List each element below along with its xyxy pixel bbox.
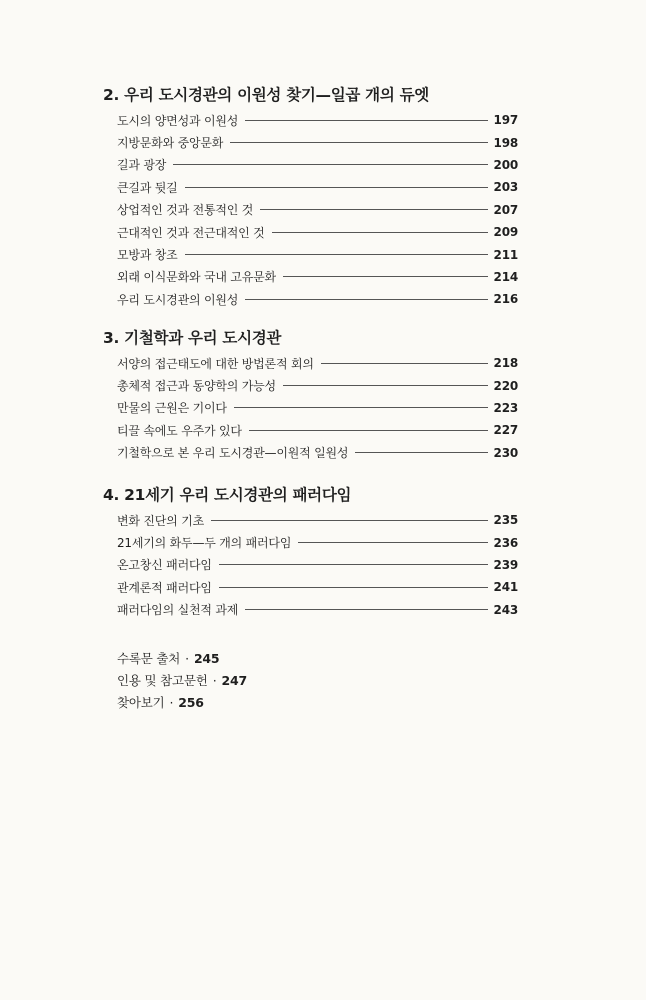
leader-line <box>234 407 488 408</box>
entry-page-number: 223 <box>493 400 518 415</box>
appendix-label: 수록문 출처 <box>117 651 181 666</box>
entry-page-number: 198 <box>493 135 518 150</box>
appendix-item[interactable] <box>117 648 247 670</box>
toc-entry[interactable] <box>103 397 518 419</box>
appendix-item[interactable] <box>117 670 247 692</box>
leader-line <box>211 520 488 521</box>
entry-label: 모방과 창조 <box>117 248 178 263</box>
leader-line <box>245 609 487 610</box>
entry-page-number: 218 <box>493 356 518 371</box>
leader-line <box>185 254 488 255</box>
entry-page-number: 239 <box>493 557 518 572</box>
appendix-label: 인용 및 참고문헌 <box>117 673 208 688</box>
entry-label: 근대적인 것과 전근대적인 것 <box>117 225 265 240</box>
appendix-separator: · <box>169 695 174 710</box>
section-title: 3. 기철학과 우리 도시경관 <box>103 329 282 347</box>
appendix-page-number: 256 <box>178 695 204 710</box>
entry-page-number: 227 <box>493 423 518 438</box>
entry-label: 외래 이식문화와 국내 고유문화 <box>117 270 276 285</box>
leader-line <box>245 120 487 121</box>
leader-line <box>230 142 487 143</box>
entry-page-number: 214 <box>493 269 518 284</box>
toc-entry[interactable] <box>103 288 518 310</box>
toc-entry[interactable] <box>103 419 518 441</box>
toc-entry[interactable] <box>103 576 518 598</box>
entry-label: 변화 진단의 기초 <box>117 513 204 528</box>
entry-label: 큰길과 뒷길 <box>117 180 178 195</box>
entry-label: 지방문화와 중앙문화 <box>117 136 224 151</box>
entry-page-number: 209 <box>493 225 518 240</box>
appendix-separator: · <box>185 651 189 666</box>
leader-line <box>298 542 487 543</box>
entry-page-number: 216 <box>493 292 518 307</box>
toc-section-3 <box>103 327 518 464</box>
toc-entry[interactable] <box>103 131 518 153</box>
toc-entry[interactable] <box>103 154 518 176</box>
toc-entry[interactable] <box>103 199 518 221</box>
entry-label: 기철학으로 본 우리 도시경관—이원적 일원성 <box>117 446 349 461</box>
entry-label: 21세기의 화두—두 개의 패러다임 <box>117 536 292 551</box>
entry-label: 총체적 접근과 동양학의 가능성 <box>117 379 276 394</box>
leader-line <box>219 587 488 588</box>
leader-line <box>355 452 487 453</box>
entry-page-number: 207 <box>493 202 518 217</box>
entry-page-number: 241 <box>493 580 518 595</box>
section-title: 2. 우리 도시경관의 이원성 찾기—일곱 개의 듀엣 <box>103 86 429 104</box>
leader-line <box>321 363 488 364</box>
appendix-list <box>117 648 247 714</box>
entry-label: 만물의 근원은 기이다 <box>117 401 227 416</box>
toc-entry[interactable] <box>103 109 518 131</box>
toc-entry[interactable] <box>103 599 518 621</box>
appendix-page-number: 247 <box>221 673 247 688</box>
toc-entry[interactable] <box>103 352 518 374</box>
entry-page-number: 220 <box>493 378 518 393</box>
entry-page-number: 200 <box>493 157 518 172</box>
entry-label: 티끌 속에도 우주가 있다 <box>117 423 242 438</box>
leader-line <box>283 385 488 386</box>
leader-line <box>185 187 488 188</box>
entry-page-number: 236 <box>493 535 518 550</box>
leader-line <box>249 430 488 431</box>
toc-entry[interactable] <box>103 176 518 198</box>
appendix-label: 찾아보기 <box>117 695 165 710</box>
toc-entry[interactable] <box>103 442 518 464</box>
entry-page-number: 197 <box>493 113 518 128</box>
leader-line <box>245 299 487 300</box>
entry-label: 우리 도시경관의 이원성 <box>117 292 239 307</box>
entry-label: 상업적인 것과 전통적인 것 <box>117 203 254 218</box>
toc-entry[interactable] <box>103 243 518 265</box>
leader-line <box>260 209 487 210</box>
toc-section-2 <box>103 84 518 311</box>
appendix-item[interactable] <box>117 692 247 714</box>
entry-page-number: 235 <box>493 513 518 528</box>
toc-entry[interactable] <box>103 509 518 531</box>
entry-label: 관계론적 패러다임 <box>117 580 212 595</box>
toc-entry[interactable] <box>103 554 518 576</box>
toc-entry[interactable] <box>103 374 518 396</box>
entry-page-number: 230 <box>493 445 518 460</box>
toc-entry[interactable] <box>103 531 518 553</box>
toc-section-4 <box>103 484 518 621</box>
entry-label: 길과 광장 <box>117 158 167 173</box>
leader-line <box>219 564 488 565</box>
leader-line <box>272 232 488 233</box>
section-title: 4. 21세기 우리 도시경관의 패러다임 <box>103 486 352 504</box>
entry-label: 온고창신 패러다임 <box>117 558 212 573</box>
appendix-page-number: 245 <box>193 651 220 666</box>
toc-entry[interactable] <box>103 266 518 288</box>
entry-label: 도시의 양면성과 이원성 <box>117 113 239 128</box>
leader-line <box>173 164 487 165</box>
appendix-separator: · <box>212 673 217 688</box>
entry-label: 패러다임의 실천적 과제 <box>117 603 239 618</box>
leader-line <box>283 276 488 277</box>
entry-page-number: 203 <box>493 180 518 195</box>
entry-page-number: 211 <box>493 247 518 262</box>
entry-page-number: 243 <box>493 602 518 617</box>
entry-label: 서양의 접근태도에 대한 방법론적 회의 <box>117 356 314 371</box>
toc-entry[interactable] <box>103 221 518 243</box>
